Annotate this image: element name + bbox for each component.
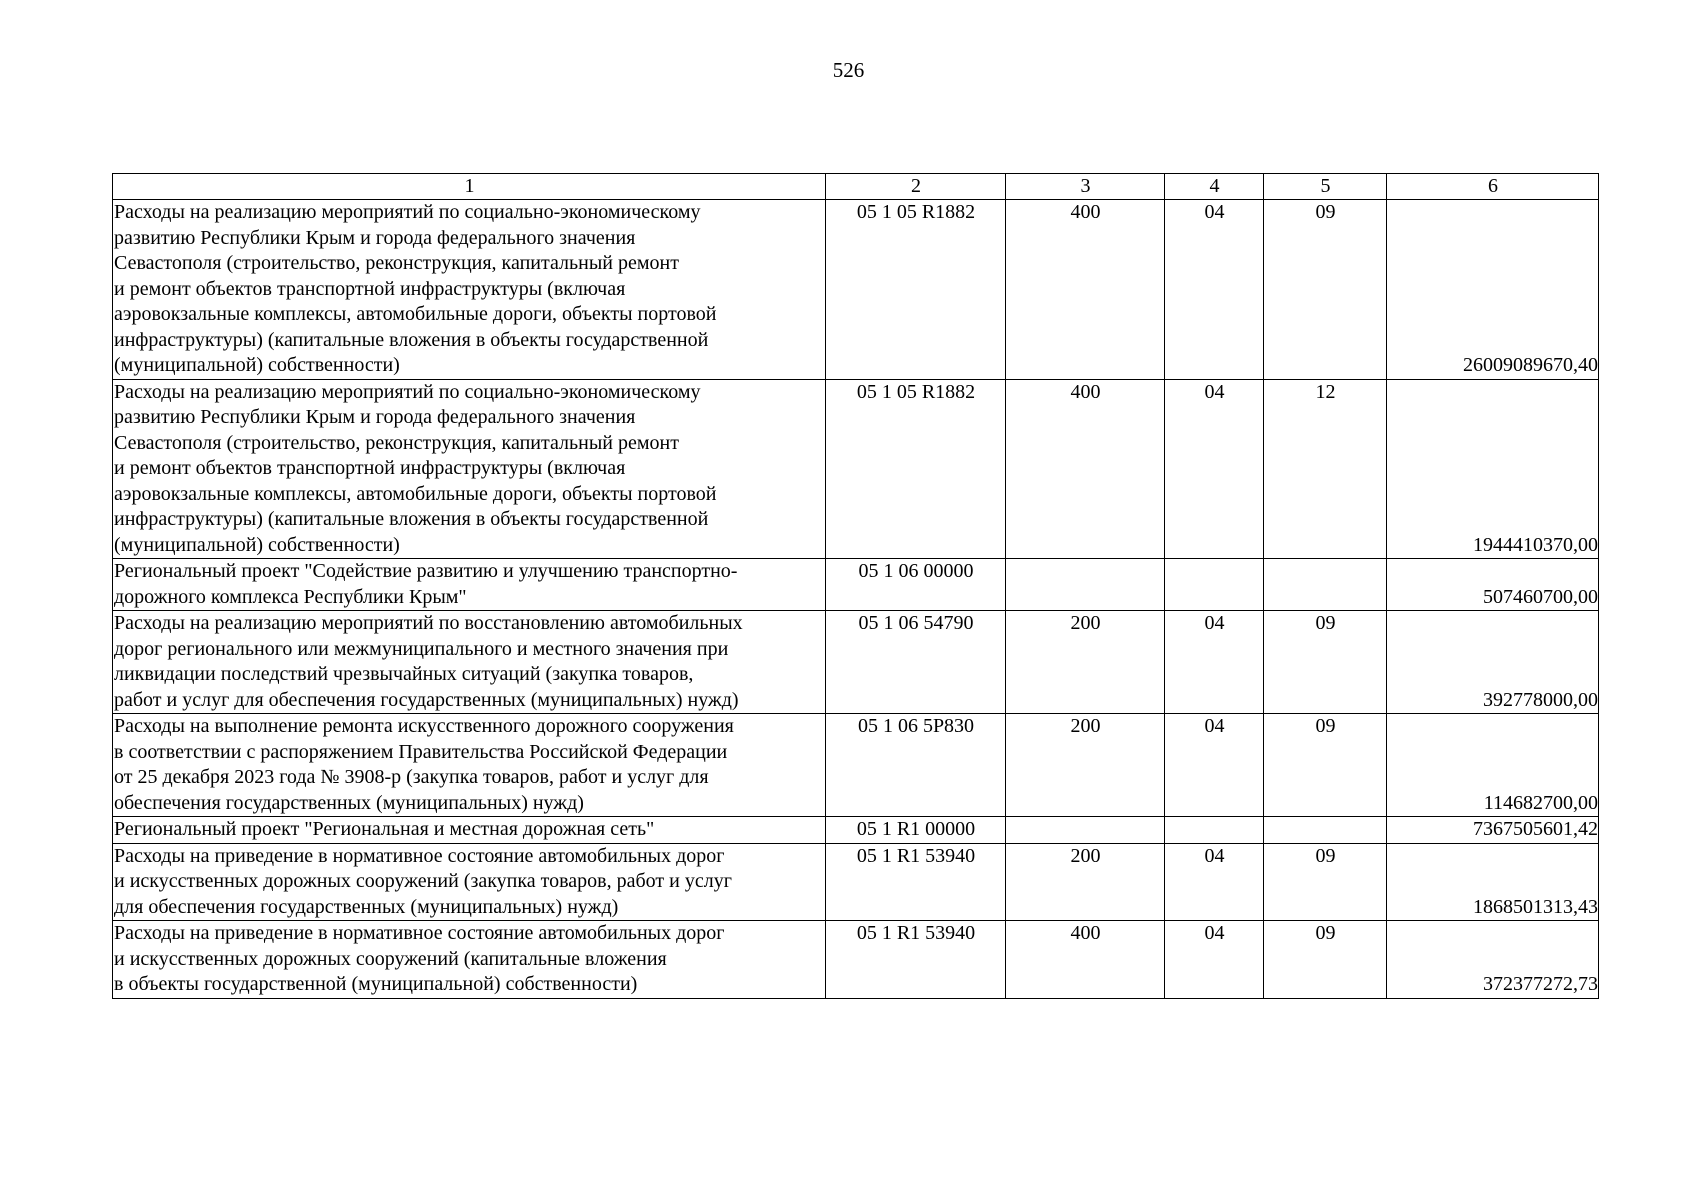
row-col3: 400: [1006, 200, 1165, 380]
column-header-5: 5: [1264, 174, 1387, 200]
budget-table: [112, 173, 1599, 999]
row-code: 05 1 06 54790: [826, 611, 1006, 714]
row-col3: 400: [1006, 921, 1165, 999]
row-description: Расходы на приведение в нормативное состояние автомобильных дорог и искусственных дорожных сооружений (закупка товаров, работ и услуг для обеспечения государственных (муниципальных) нужд): [113, 843, 826, 921]
row-col3: 400: [1006, 379, 1165, 559]
row-code: 05 1 06 00000: [826, 559, 1006, 611]
column-header-3: 3: [1006, 174, 1165, 200]
row-col5: 09: [1264, 843, 1387, 921]
row-col5: 09: [1264, 200, 1387, 380]
row-description: Региональный проект "Содействие развитию и улучшению транспортно- дорожного комплекса Республики Крым": [113, 559, 826, 611]
row-description: Расходы на реализацию мероприятий по социально-экономическому развитию Республики Крым и города федерального значения Севастополя (строительство, реконструкция, капитальный ремонт и ремонт объектов транспортной инфраструктуры (включая аэровокзальные комплексы, автомобильные дороги, объекты портовой инфраструктуры) (капитальные вложения в объекты государственной (муниципальной) собственности): [113, 379, 826, 559]
row-col5: 09: [1264, 921, 1387, 999]
row-description: Расходы на реализацию мероприятий по социально-экономическому развитию Республики Крым и города федерального значения Севастополя (строительство, реконструкция, капитальный ремонт и ремонт объектов транспортной инфраструктуры (включая аэровокзальные комплексы, автомобильные дороги, объекты портовой инфраструктуры) (капитальные вложения в объекты государственной (муниципальной) собственности): [113, 200, 826, 380]
table-row: [113, 611, 1599, 714]
table-row: [113, 921, 1599, 999]
table-header-row: [113, 174, 1599, 200]
row-col5: [1264, 817, 1387, 844]
page-number: 526: [832, 58, 865, 82]
row-code: 05 1 06 5Р830: [826, 714, 1006, 817]
row-col3: [1006, 559, 1165, 611]
table-row: [113, 559, 1599, 611]
row-amount: 392778000,00: [1387, 611, 1599, 714]
row-col4: 04: [1165, 921, 1264, 999]
row-description: Региональный проект "Региональная и местная дорожная сеть": [113, 817, 826, 844]
row-amount: 114682700,00: [1387, 714, 1599, 817]
row-description: Расходы на реализацию мероприятий по восстановлению автомобильных дорог регионального или межмуниципального и местного значения при ликвидации последствий чрезвычайных ситуаций (закупка товаров, работ и услуг для обеспечения государственных (муниципальных) нужд): [113, 611, 826, 714]
row-col4: 04: [1165, 379, 1264, 559]
row-col4: 04: [1165, 611, 1264, 714]
row-description: Расходы на приведение в нормативное состояние автомобильных дорог и искусственных дорожных сооружений (капитальные вложения в объекты государственной (муниципальной) собственности): [113, 921, 826, 999]
row-code: 05 1 R1 53940: [826, 921, 1006, 999]
table-row: [113, 379, 1599, 559]
table-row: [113, 714, 1599, 817]
row-code: 05 1 R1 53940: [826, 843, 1006, 921]
table-row: [113, 817, 1599, 844]
column-header-2: 2: [826, 174, 1006, 200]
row-amount: 1868501313,43: [1387, 843, 1599, 921]
row-amount: 1944410370,00: [1387, 379, 1599, 559]
row-col5: 12: [1264, 379, 1387, 559]
row-col4: 04: [1165, 714, 1264, 817]
column-header-1: 1: [113, 174, 826, 200]
row-description: Расходы на выполнение ремонта искусственного дорожного сооружения в соответствии с распоряжением Правительства Российской Федерации от 25 декабря 2023 года № 3908-р (закупка товаров, работ и услуг для обеспечения государственных (муниципальных) нужд): [113, 714, 826, 817]
table-row: [113, 843, 1599, 921]
row-code: 05 1 R1 00000: [826, 817, 1006, 844]
column-header-6: 6: [1387, 174, 1599, 200]
row-col5: [1264, 559, 1387, 611]
column-header-4: 4: [1165, 174, 1264, 200]
row-amount: 26009089670,40: [1387, 200, 1599, 380]
row-col4: [1165, 817, 1264, 844]
row-col3: 200: [1006, 611, 1165, 714]
row-col5: 09: [1264, 611, 1387, 714]
row-col3: 200: [1006, 843, 1165, 921]
row-code: 05 1 05 R1882: [826, 379, 1006, 559]
row-col4: 04: [1165, 200, 1264, 380]
row-col4: [1165, 559, 1264, 611]
table-row: [113, 200, 1599, 380]
row-code: 05 1 05 R1882: [826, 200, 1006, 380]
row-col3: [1006, 817, 1165, 844]
row-col4: 04: [1165, 843, 1264, 921]
row-col5: 09: [1264, 714, 1387, 817]
row-amount: 7367505601,42: [1387, 817, 1599, 844]
row-amount: 507460700,00: [1387, 559, 1599, 611]
row-amount: 372377272,73: [1387, 921, 1599, 999]
row-col3: 200: [1006, 714, 1165, 817]
